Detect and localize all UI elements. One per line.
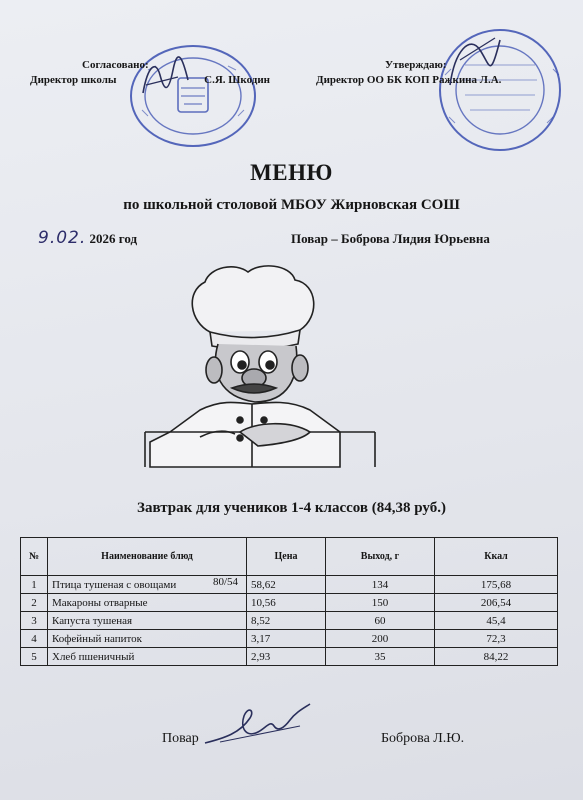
dish-yield: 134 [326, 576, 435, 594]
row-number: 2 [21, 594, 48, 612]
approved-role: Директор школы [30, 74, 117, 86]
row-number: 1 [21, 576, 48, 594]
dish-kcal: 45,4 [435, 612, 558, 630]
confirmed-role: Директор ОО БК КОП [316, 74, 430, 86]
dish-kcal: 206,54 [435, 594, 558, 612]
table-row [21, 594, 558, 612]
confirmed-name: Ражкина Л.А. [432, 74, 502, 86]
table-row [21, 630, 558, 648]
table-row [21, 576, 558, 594]
school-director-signature [138, 55, 193, 100]
header-dish-name: Наименование блюд [48, 538, 247, 576]
dish-name: Кофейный напиток [48, 630, 247, 648]
dish-price: 58,62 [247, 576, 326, 594]
cook-signature [200, 698, 315, 753]
confirmed-label: Утверждаю: [385, 59, 447, 71]
dish-weight: 80/54 [212, 576, 238, 588]
cook-line: Повар – Боброва Лидия Юрьевна [291, 231, 490, 246]
dish-price: 3,17 [247, 630, 326, 648]
footer-cook-label: Повар [162, 731, 199, 746]
date-year: 2026 год [89, 231, 138, 246]
row-number: 4 [21, 630, 48, 648]
dish-name-cell [48, 576, 247, 594]
approved-label: Согласовано: [82, 59, 149, 71]
chef-illustration [140, 262, 380, 472]
org-director-signature [440, 30, 510, 90]
dish-yield: 150 [326, 594, 435, 612]
dish-price: 10,56 [247, 594, 326, 612]
menu-table [20, 537, 558, 666]
table-row [21, 648, 558, 666]
row-number: 5 [21, 648, 48, 666]
table-header-row [21, 538, 558, 576]
dish-name: Птица тушеная с овощами [52, 578, 177, 591]
dish-price: 2,93 [247, 648, 326, 666]
header-price: Цена [247, 538, 326, 576]
header-number: № [21, 538, 48, 576]
approved-name: С.Я. Шкодин [204, 74, 270, 86]
footer-cook-name: Боброва Л.Ю. [381, 731, 465, 746]
dish-price: 8,52 [247, 612, 326, 630]
table-row [21, 612, 558, 630]
page-title: МЕНЮ [250, 160, 333, 185]
dish-name: Хлеб пшеничный [48, 648, 247, 666]
dish-yield: 35 [326, 648, 435, 666]
row-number: 3 [21, 612, 48, 630]
dish-yield: 60 [326, 612, 435, 630]
dish-name: Капуста тушеная [48, 612, 247, 630]
dish-kcal: 175,68 [435, 576, 558, 594]
handwritten-date: 9.02. [38, 228, 87, 248]
meal-title: Завтрак для учеников 1-4 классов (84,38 руб.) [137, 500, 446, 516]
dish-name: Макароны отварные [48, 594, 247, 612]
school-subtitle: по школьной столовой МБОУ Жирновская СОШ [123, 197, 460, 213]
dish-kcal: 72,3 [435, 630, 558, 648]
dish-yield: 200 [326, 630, 435, 648]
header-yield: Выход, г [326, 538, 435, 576]
header-kcal: Ккал [435, 538, 558, 576]
dish-kcal: 84,22 [435, 648, 558, 666]
